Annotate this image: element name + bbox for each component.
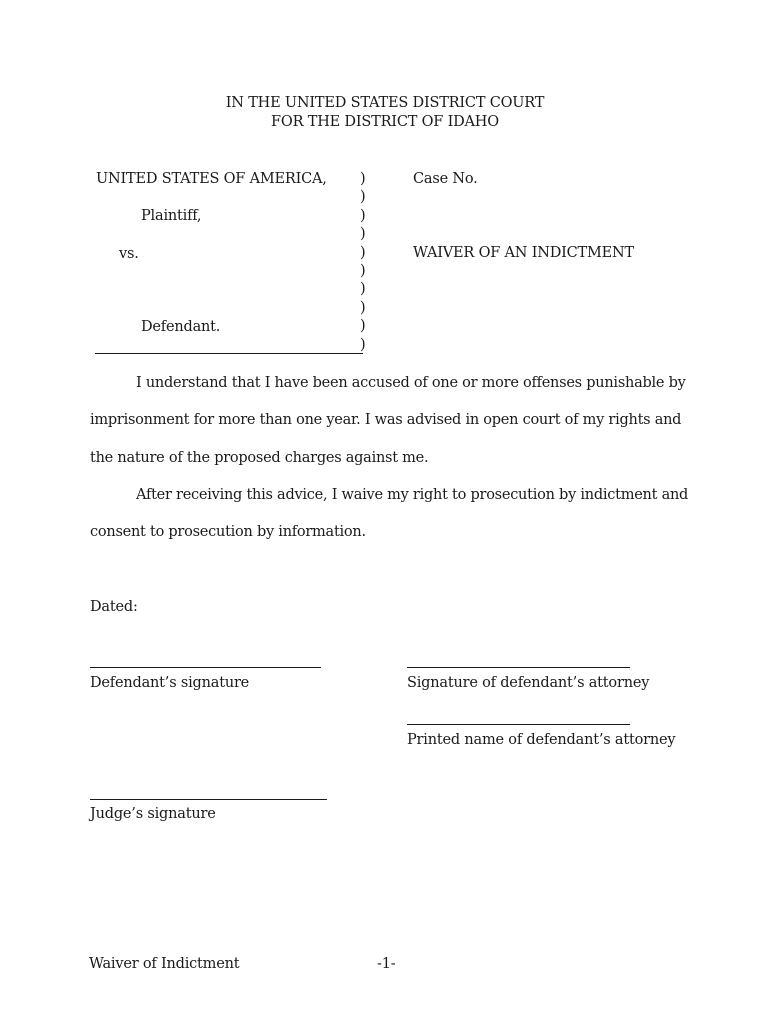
caption-parenthesis: ) <box>360 318 366 335</box>
footer-title: Waiver of Indictment <box>89 956 240 972</box>
footer-page-number: -1- <box>377 956 396 972</box>
case-number-label: Case No. <box>413 171 478 187</box>
attorney-printed-name-line[interactable] <box>407 724 630 725</box>
plaintiff-role: Plaintiff, <box>141 208 202 224</box>
attorney-signature-line[interactable] <box>407 667 630 668</box>
caption-underline <box>95 353 363 354</box>
attorney-printed-name-label: Printed name of defendant’s attorney <box>407 732 676 748</box>
attorney-signature-label: Signature of defendant’s attorney <box>407 675 650 691</box>
court-district-line: FOR THE DISTRICT OF IDAHO <box>271 114 499 130</box>
judge-signature-label: Judge’s signature <box>90 806 216 822</box>
defendant-signature-line[interactable] <box>90 667 321 668</box>
document-title: WAIVER OF AN INDICTMENT <box>413 245 635 261</box>
caption-parenthesis-column <box>360 170 366 354</box>
defendant-role: Defendant. <box>141 319 221 335</box>
caption-parenthesis: ) <box>360 244 366 261</box>
body-paragraph-1-line-1: I understand that I have been accused of one or more offenses punishable by <box>136 375 686 391</box>
dated-label: Dated: <box>90 599 138 615</box>
caption-parenthesis: ) <box>360 226 366 243</box>
court-name-line: IN THE UNITED STATES DISTRICT COURT <box>225 95 545 111</box>
body-paragraph-2-line-1: After receiving this advice, I waive my right to prosecution by indictment and <box>136 487 689 503</box>
caption-parenthesis: ) <box>360 299 366 316</box>
versus-label: vs. <box>119 246 139 262</box>
body-paragraph-2-line-2: consent to prosecution by information. <box>90 524 366 540</box>
court-header <box>0 94 770 132</box>
judge-signature-line[interactable] <box>90 799 327 800</box>
plaintiff-party: UNITED STATES OF AMERICA, <box>96 171 327 187</box>
caption-parenthesis: ) <box>360 336 366 353</box>
caption-parenthesis: ) <box>360 171 366 187</box>
caption-parenthesis: ) <box>360 281 366 298</box>
body-paragraph-1-line-2: imprisonment for more than one year. I was advised in open court of my rights and <box>90 412 682 428</box>
caption-parenthesis: ) <box>360 263 366 280</box>
caption-parenthesis: ) <box>360 207 366 224</box>
defendant-signature-label: Defendant’s signature <box>90 675 250 691</box>
body-paragraph-1-line-3: the nature of the proposed charges against me. <box>90 450 429 466</box>
caption-parenthesis: ) <box>360 189 366 206</box>
